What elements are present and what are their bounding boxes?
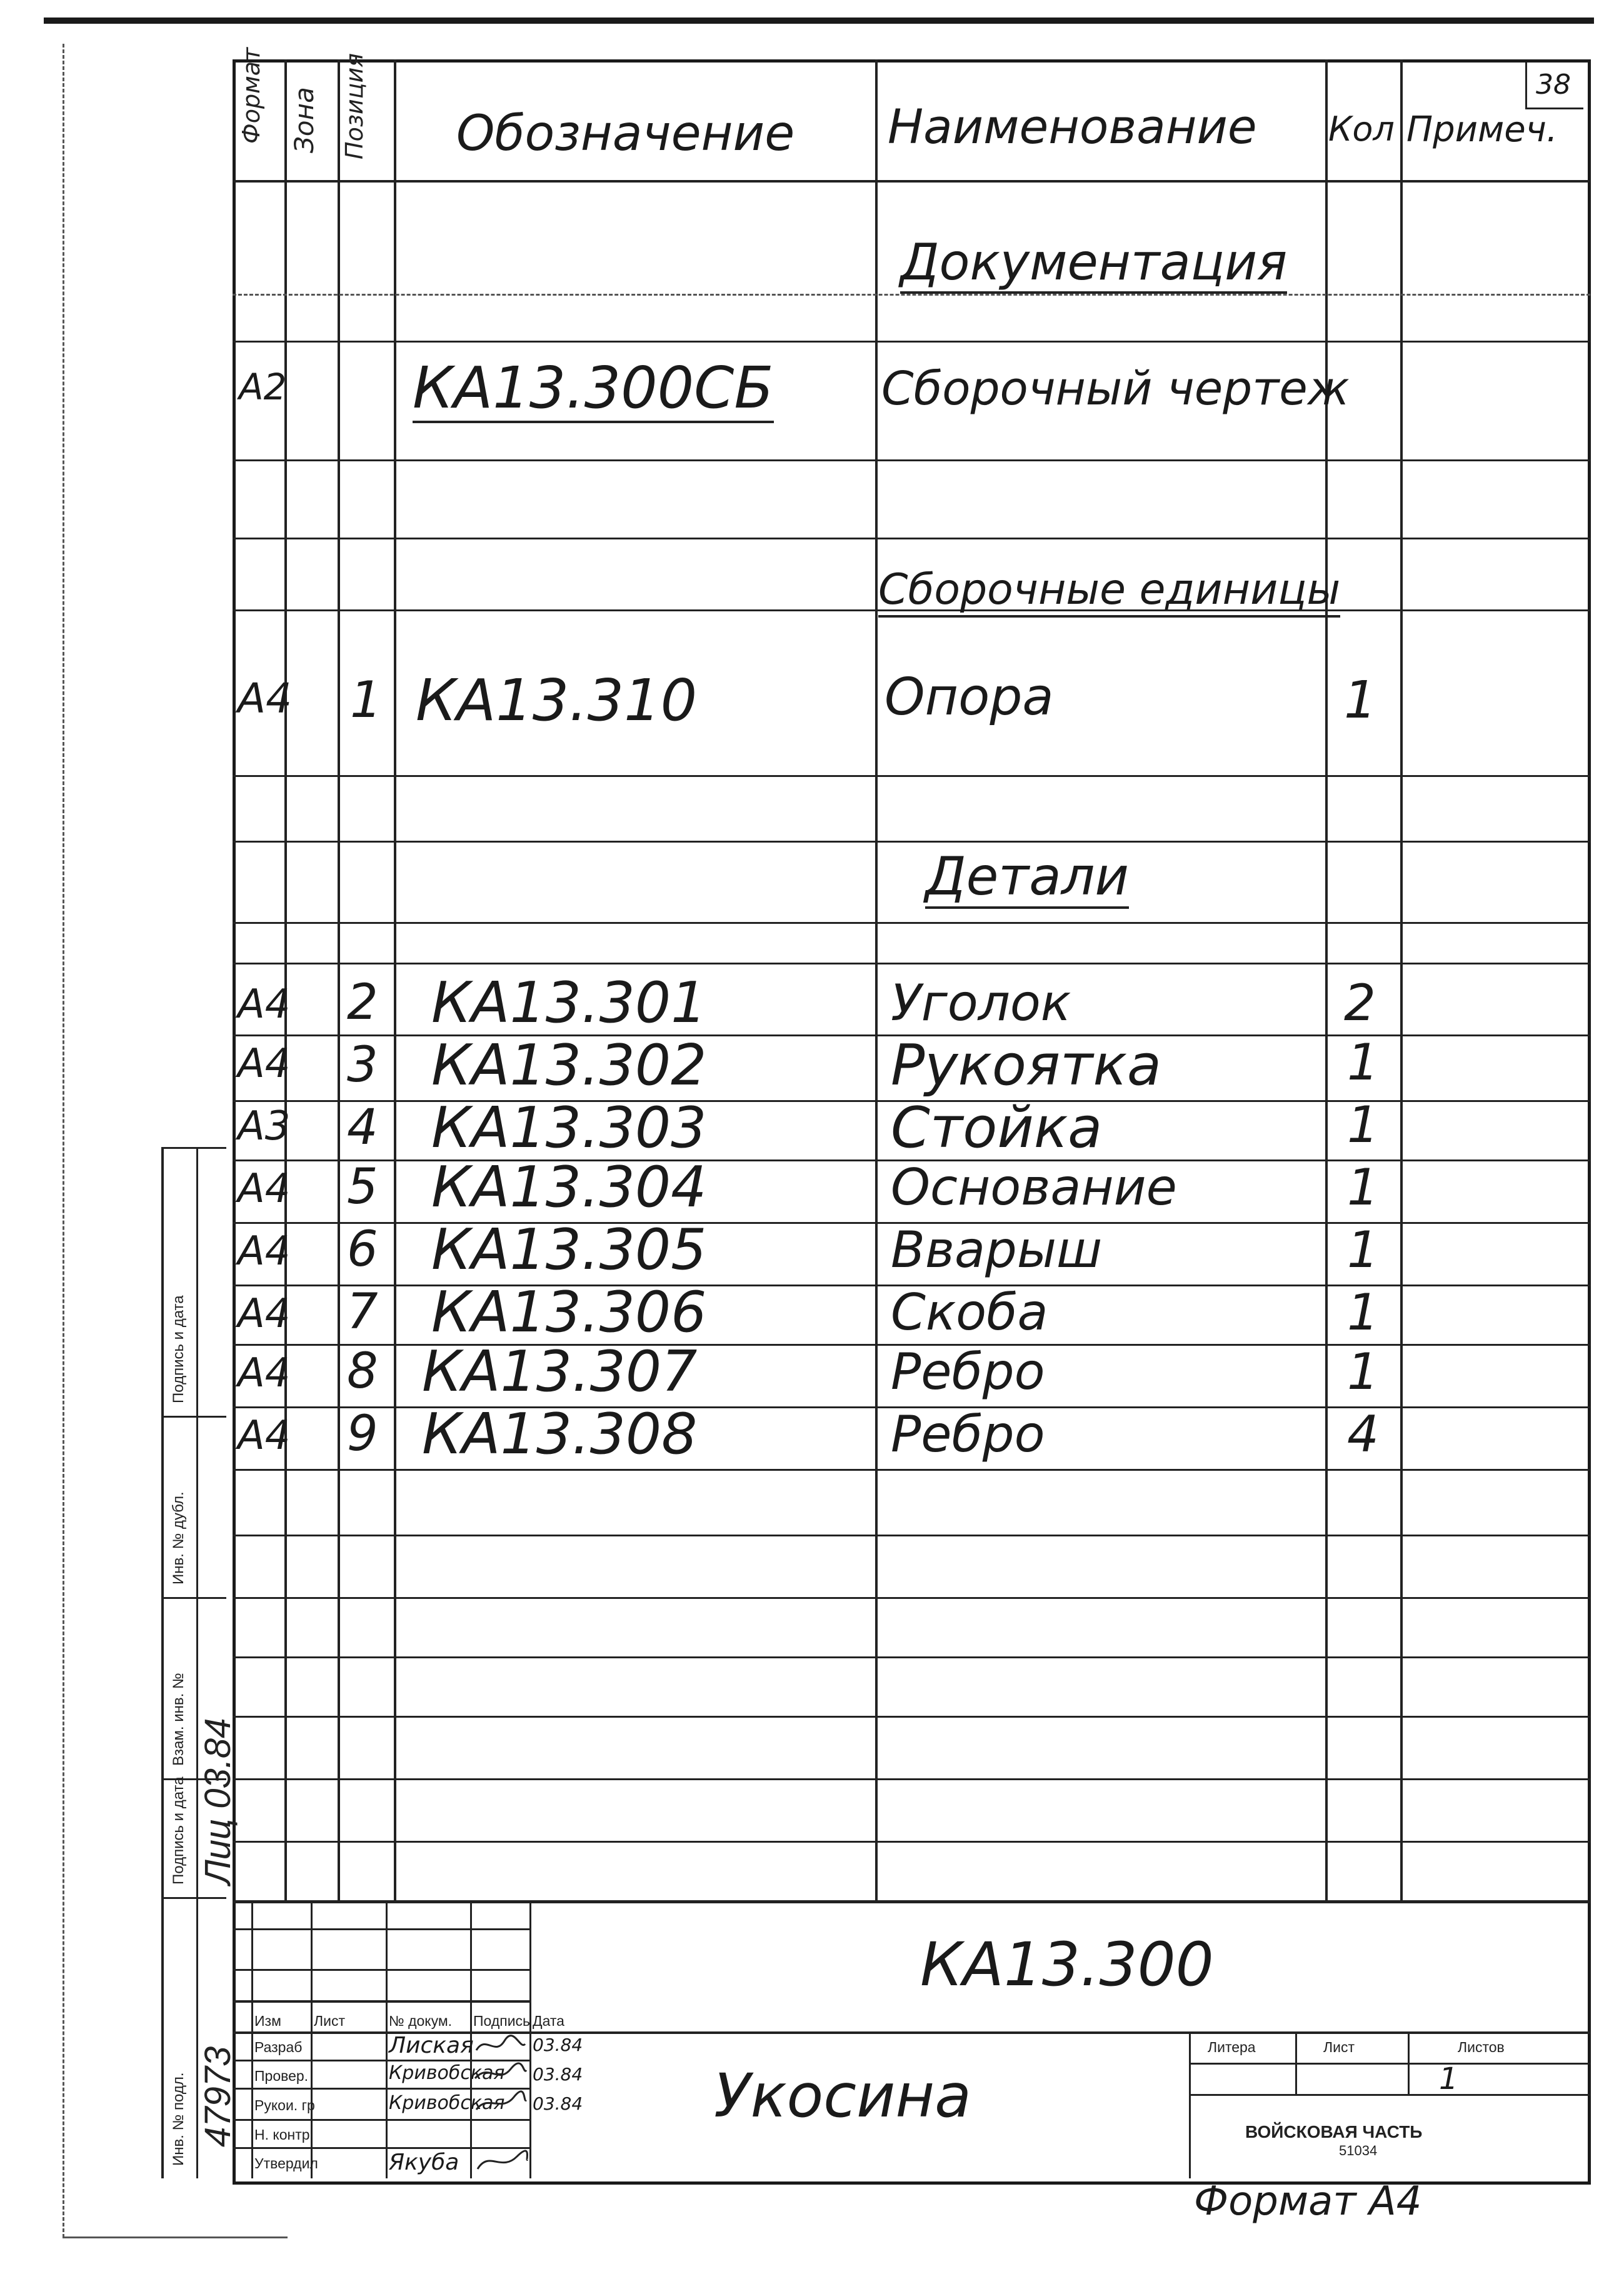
sheet-number-box (1525, 63, 1583, 109)
label-sign-date: Подпись и дата (170, 1776, 187, 1885)
part-name: Стойка (891, 1095, 1103, 1161)
row-line (233, 775, 1590, 777)
stamp-line (233, 1969, 529, 1971)
header-quantity: Кол (1328, 109, 1395, 149)
part-qty: 1 (1347, 1343, 1379, 1401)
part-qty: 4 (1347, 1405, 1379, 1463)
stamp-line (1189, 2063, 1590, 2065)
part-format: А4 (238, 1041, 291, 1087)
assembly-format: А4 (238, 674, 293, 723)
label-sign-date2: Подпись и дата (170, 1295, 187, 1403)
part-designation: КА13.304 (431, 1155, 707, 1220)
sign-date: 03.84 (533, 2064, 583, 2085)
top-border-line (44, 18, 1594, 24)
row-line (233, 294, 1590, 296)
part-name: Рукоятка (891, 1033, 1162, 1098)
stamp-col (251, 1900, 253, 2178)
col-line-position (394, 59, 396, 1900)
header-designation: Обозначение (456, 106, 795, 162)
col-line-qty (1400, 59, 1403, 1900)
label-sheets: Листов (1458, 2039, 1505, 2055)
assembly-qty: 1 (1344, 671, 1377, 730)
org-name: ВОЙСКОВАЯ ЧАСТЬ (1245, 2122, 1423, 2141)
part-name: Вварыш (891, 1221, 1103, 1279)
side-divider (196, 1147, 198, 2178)
col-date: Дата (533, 2013, 564, 2029)
sheet-number: 38 (1536, 69, 1571, 101)
col-line-format (284, 59, 287, 1900)
stamp-col (1189, 2031, 1191, 2178)
person-name: Кривобская (389, 2092, 505, 2114)
part-name: Ребро (891, 1405, 1045, 1463)
part-format: А4 (238, 1291, 291, 1337)
part-qty: 2 (1344, 974, 1376, 1032)
assembly-designation: КА13.310 (416, 667, 698, 734)
row-line (233, 1716, 1590, 1718)
row-line (233, 538, 1590, 539)
row-line (233, 963, 1590, 964)
part-pos: 2 (347, 974, 378, 1031)
person-name: Лиская (389, 2033, 474, 2058)
section-documentation: Документация (900, 238, 1287, 294)
side-line (164, 1147, 226, 1149)
part-format: А4 (238, 1166, 291, 1212)
row-line (233, 1535, 1590, 1536)
role: Рукои. гр (254, 2097, 315, 2113)
part-pos: 5 (347, 1159, 378, 1215)
part-pos: 7 (347, 1284, 378, 1340)
row-line (233, 341, 1590, 343)
stamp-title: Укосина (714, 2061, 971, 2131)
part-designation: КА13.306 (431, 1280, 707, 1345)
row-line (233, 1469, 1590, 1471)
col-izm: Изм (254, 2013, 281, 2029)
assembly-name: Опора (885, 668, 1054, 727)
part-designation: КА13.305 (431, 1217, 707, 1283)
org-number: 51034 (1339, 2143, 1378, 2158)
part-designation: КА13.301 (431, 970, 707, 1036)
part-qty: 1 (1347, 1096, 1379, 1154)
row-line (233, 841, 1590, 843)
stamp-col (386, 1900, 388, 2178)
part-name: Основание (891, 1158, 1177, 1216)
sign-date: 03.84 (533, 2093, 583, 2114)
role: Провер. (254, 2068, 309, 2084)
header-format: Формат (238, 47, 265, 144)
role: Н. контр (254, 2126, 310, 2143)
row-line (233, 1778, 1590, 1780)
part-name: Ребро (891, 1343, 1045, 1401)
label-inv-podl: Инв. № подл. (170, 2072, 187, 2166)
header-position: Позиция (341, 53, 368, 159)
part-pos: 9 (347, 1406, 378, 1462)
signature-marks (470, 2031, 529, 2178)
part-format: А3 (238, 1103, 291, 1150)
row-line (233, 1597, 1590, 1599)
stamp-col (311, 1900, 313, 2178)
part-pos: 8 (347, 1343, 378, 1400)
doc-format: А2 (239, 366, 287, 408)
part-name: Уголок (891, 974, 1071, 1032)
col-doc-no: № докум. (389, 2013, 453, 2029)
part-designation: КА13.308 (422, 1401, 698, 1467)
side-line (164, 1897, 226, 1899)
side-line (164, 1416, 226, 1418)
inv-value: 47973 (198, 2046, 238, 2147)
title-block (233, 1900, 1590, 2178)
label-inv-dubl: Инв. № дубл. (170, 1491, 187, 1585)
part-name: Скоба (891, 1283, 1048, 1341)
part-qty: 1 (1347, 1283, 1379, 1341)
assembly-pos: 1 (350, 671, 382, 729)
header-note: Примеч. (1406, 109, 1558, 150)
col-line-zone (338, 59, 340, 1900)
part-qty: 1 (1347, 1158, 1379, 1216)
role: Разраб (254, 2039, 303, 2055)
label-vzam: Взам. инв. № (170, 1673, 187, 1766)
part-qty: 1 (1347, 1033, 1379, 1091)
part-designation: КА13.307 (422, 1339, 698, 1405)
part-format: А4 (238, 1413, 291, 1459)
row-line (233, 1841, 1590, 1843)
row-line (233, 1656, 1590, 1658)
part-qty: 1 (1347, 1221, 1379, 1279)
sign-date-value: Лиц 03.84 (198, 1718, 238, 1885)
part-designation: КА13.302 (431, 1033, 707, 1098)
left-cut-line (63, 44, 64, 2238)
section-assembly-units: Сборочные единицы (878, 569, 1340, 618)
person-name: Якуба (389, 2150, 459, 2175)
label-sheet: Лист (1323, 2039, 1355, 2055)
col-sign: Подпись (473, 2013, 531, 2029)
header-zone: Зона (289, 87, 319, 153)
stamp-col (529, 1900, 531, 2178)
doc-name: Сборочный чертеж (881, 362, 1350, 416)
part-pos: 3 (347, 1037, 378, 1093)
sign-date: 03.84 (533, 2035, 583, 2055)
stamp-line (1189, 2094, 1590, 2096)
part-format: А4 (238, 981, 291, 1028)
part-designation: КА13.303 (431, 1095, 707, 1161)
col-line-name (1325, 59, 1328, 1900)
side-block (161, 1147, 238, 2178)
part-format: А4 (238, 1350, 291, 1396)
role: Утвердил (254, 2155, 318, 2171)
row-line (233, 922, 1590, 924)
side-line (164, 1597, 226, 1599)
label-litera: Литера (1208, 2039, 1256, 2055)
row-line (233, 459, 1590, 461)
part-pos: 6 (347, 1221, 378, 1278)
person-name: Кривобская (389, 2062, 505, 2084)
stamp-code: КА13.300 (920, 1930, 1214, 2000)
stamp-line (233, 2000, 529, 2003)
col-line-designation (875, 59, 878, 1900)
part-pos: 4 (347, 1099, 378, 1156)
sheets-value: 1 (1439, 2061, 1458, 2096)
section-parts: Детали (925, 850, 1129, 909)
header-separator (233, 180, 1590, 183)
header-name: Наименование (888, 99, 1257, 154)
part-format: А4 (238, 1228, 291, 1275)
stamp-line (233, 1928, 529, 1930)
col-list: Лист (314, 2013, 345, 2029)
bottom-cut-line (63, 2236, 288, 2238)
doc-designation: КА13.300СБ (413, 359, 774, 423)
format-note: Формат А4 (1194, 2178, 1422, 2225)
